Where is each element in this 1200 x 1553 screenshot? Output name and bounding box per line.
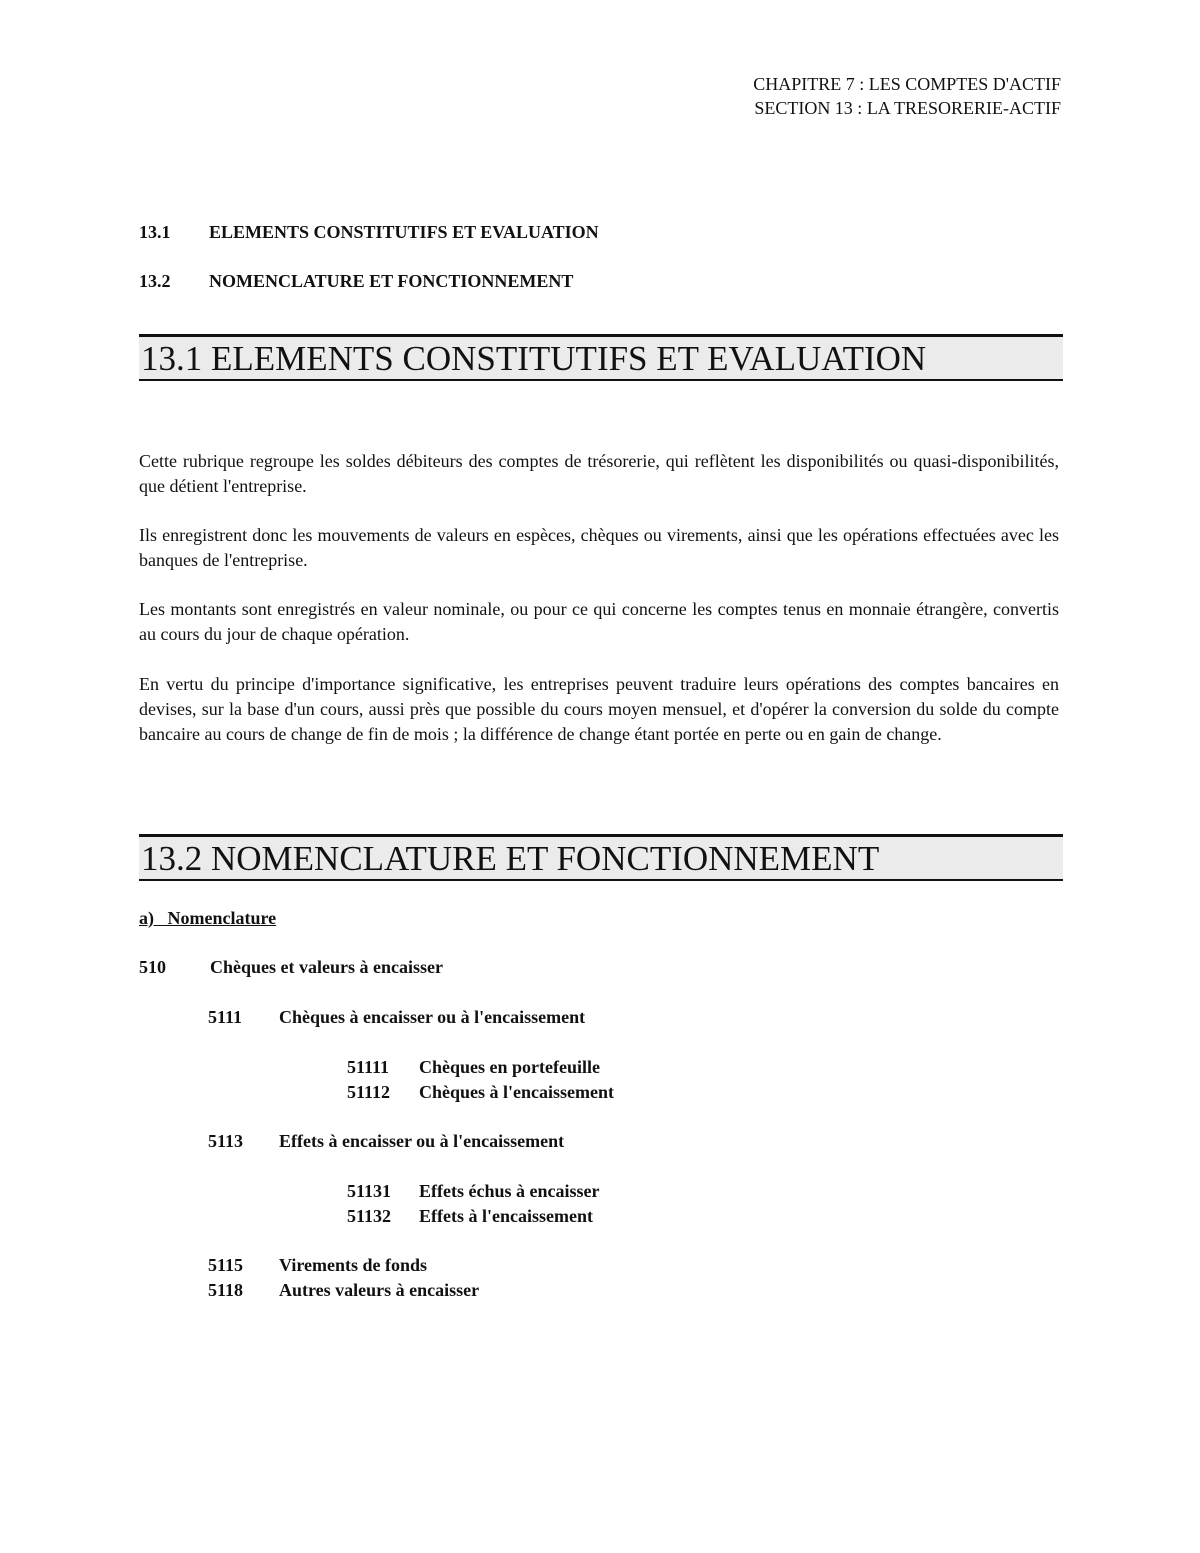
account-label: Chèques et valeurs à encaisser [210, 957, 443, 977]
account-label: Virements de fonds [279, 1255, 427, 1275]
toc-title: ELEMENTS CONSTITUTIFS ET EVALUATION [209, 222, 599, 242]
account-label: Effets à l'encaissement [419, 1206, 593, 1226]
paragraph: Cette rubrique regroupe les soldes débiteurs des comptes de trésorerie, qui reflètent les disponibilités ou quasi-disponibilités, que détient l'entreprise. [139, 451, 1059, 496]
paragraph: En vertu du principe d'importance significative, les entreprises peuvent traduire leurs opérations des comptes bancaires en devises, sur la base d'un cours, aussi près que possible du cours moyen mensuel, et d'opérer la conversion du solde du compte bancaire au cours de change de fin de mois ; la différence de change étant portée en perte ou en gain de change. [139, 674, 1059, 744]
account-entry [208, 1131, 564, 1152]
account-label: Effets échus à encaisser [419, 1181, 600, 1201]
account-entry [208, 1007, 585, 1028]
account-label: Chèques en portefeuille [419, 1057, 600, 1077]
chapter-title: CHAPITRE 7 : LES COMPTES D'ACTIF [753, 74, 1061, 94]
toc-entry [139, 222, 599, 243]
account-label: Chèques à l'encaissement [419, 1082, 614, 1102]
toc-entry [139, 271, 573, 292]
account-code: 5113 [208, 1131, 244, 1151]
paragraph: Les montants sont enregistrés en valeur nominale, ou pour ce qui concerne les comptes tenus en monnaie étrangère, convertis au cours du jour de chaque opération. [139, 599, 1059, 644]
account-code: 510 [139, 957, 166, 977]
account-entry [347, 1206, 593, 1227]
page-header [753, 72, 1061, 120]
account-code: 5118 [208, 1280, 244, 1300]
account-code: 5115 [208, 1255, 244, 1275]
paragraph: Ils enregistrent donc les mouvements de valeurs en espèces, chèques ou virements, ainsi que les opérations effectuées avec les banques de l'entreprise. [139, 525, 1059, 570]
toc-number: 13.1 [139, 222, 171, 242]
section-title: SECTION 13 : LA TRESORERIE-ACTIF [754, 98, 1061, 118]
account-code: 5111 [208, 1007, 243, 1027]
section-heading: 13.2 NOMENCLATURE ET FONCTIONNEMENT [139, 834, 1063, 881]
account-code: 51111 [347, 1057, 390, 1077]
toc-number: 13.2 [139, 271, 171, 291]
toc-title: NOMENCLATURE ET FONCTIONNEMENT [209, 271, 574, 291]
account-entry [139, 957, 443, 978]
account-label: Chèques à encaisser ou à l'encaissement [279, 1007, 586, 1027]
account-entry [347, 1082, 614, 1103]
subsection-heading: a) Nomenclature [139, 908, 277, 928]
account-label: Effets à encaisser ou à l'encaissement [279, 1131, 565, 1151]
account-code: 51132 [347, 1206, 392, 1226]
account-entry [347, 1181, 599, 1202]
account-code: 51131 [347, 1181, 392, 1201]
account-label: Autres valeurs à encaisser [279, 1280, 480, 1300]
account-entry [208, 1255, 427, 1276]
section-heading: 13.1 ELEMENTS CONSTITUTIFS ET EVALUATION [139, 334, 1063, 381]
account-entry [347, 1057, 600, 1078]
account-entry [208, 1280, 479, 1301]
account-code: 51112 [347, 1082, 391, 1102]
